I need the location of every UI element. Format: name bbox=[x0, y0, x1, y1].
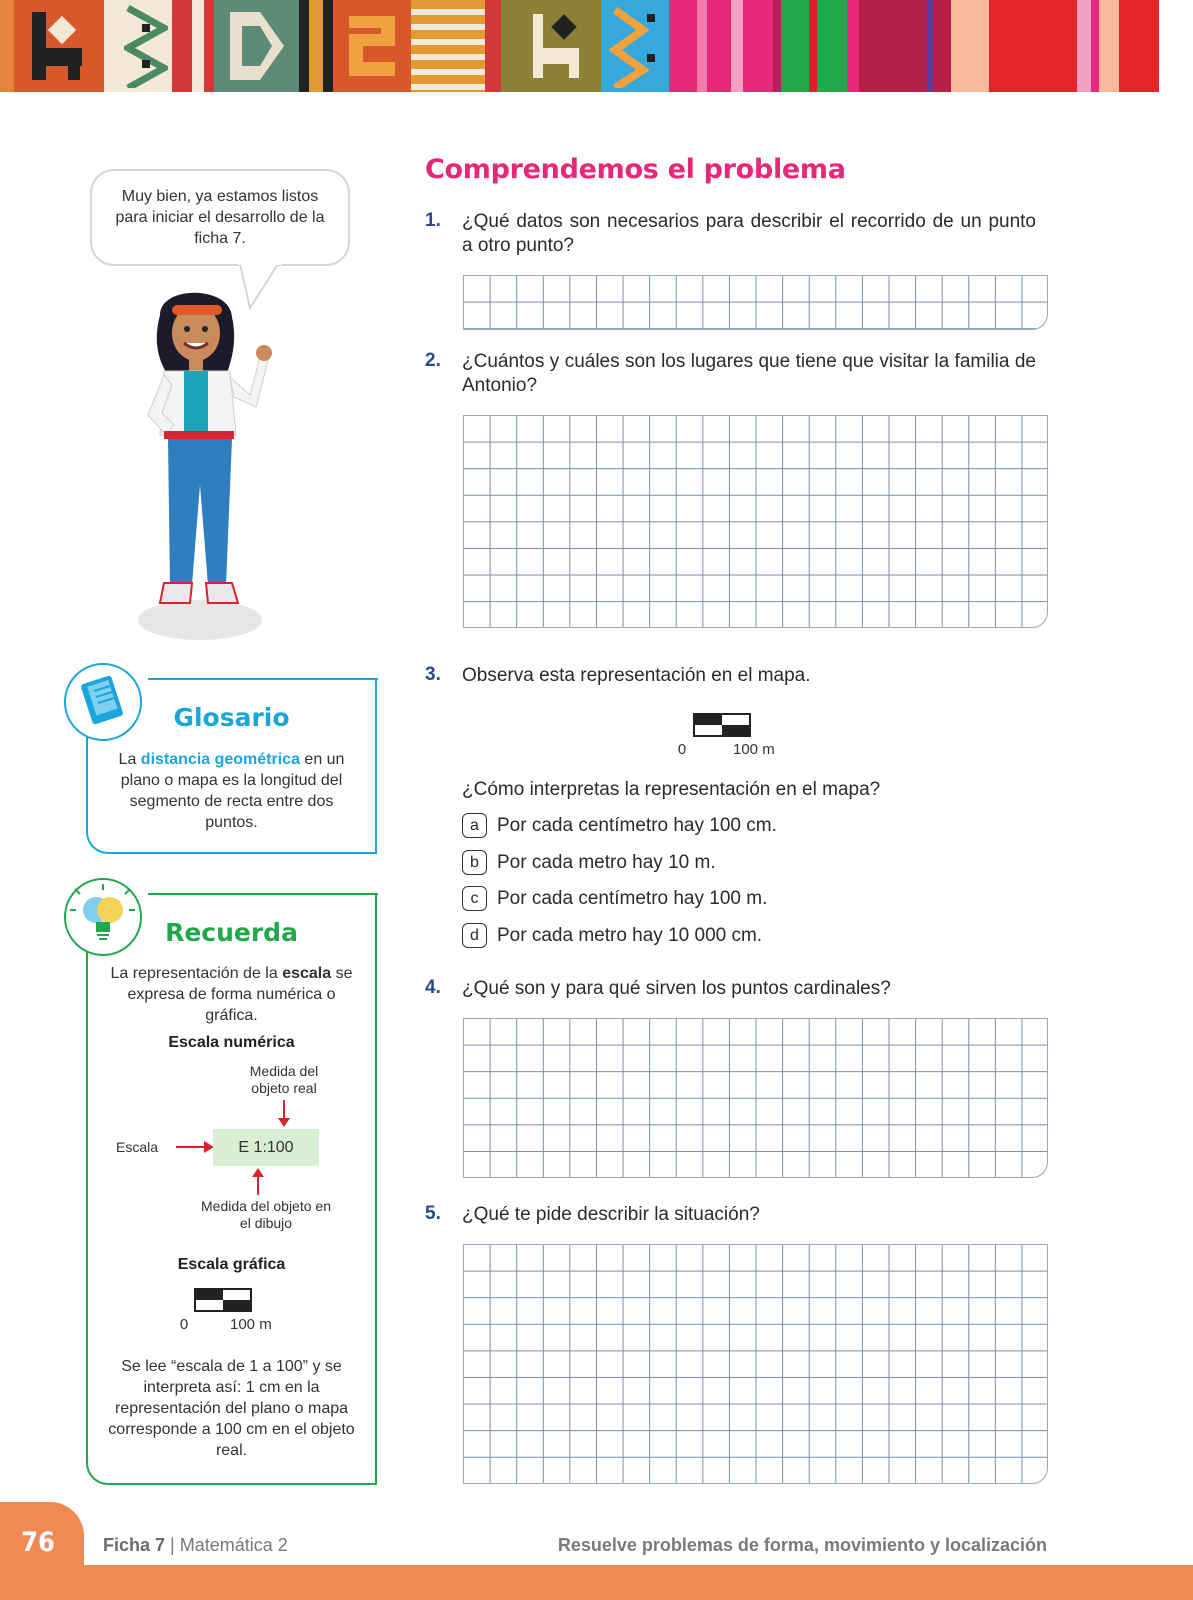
question-number-5: 5. bbox=[425, 1203, 441, 1224]
student-girl-illustration bbox=[120, 285, 280, 645]
section-title: Comprendemos el problema bbox=[425, 154, 846, 185]
map-scale-end: 100 m bbox=[733, 741, 775, 758]
numeric-scale-value: E 1:100 bbox=[213, 1129, 319, 1166]
question-text-4: ¿Qué son y para qué sirven los puntos cardinales? bbox=[462, 978, 891, 999]
speech-bubble-text: Muy bien, ya estamos listos para iniciar el desarrollo de la ficha 7. bbox=[115, 188, 325, 247]
numeric-scale-title: Escala numérica bbox=[168, 1034, 295, 1051]
textile-banner bbox=[0, 0, 1193, 92]
option-text: Por cada metro hay 10 000 cm. bbox=[497, 924, 763, 946]
option-letter: b bbox=[462, 850, 487, 875]
wave-motif-icon bbox=[607, 4, 663, 88]
option-letter: d bbox=[462, 923, 487, 948]
question-number-3: 3. bbox=[425, 664, 441, 685]
option-letter: c bbox=[462, 886, 487, 911]
footer-bar bbox=[0, 1565, 1193, 1600]
glossary-title: Glosario bbox=[173, 703, 290, 732]
llama-motif-icon bbox=[22, 8, 98, 84]
remember-intro: La representación de la escala se expresa de forma numérica o gráfica. bbox=[110, 965, 353, 1024]
question-text-3: Observa esta representación en el mapa. bbox=[462, 665, 811, 686]
question-text-2: ¿Cuántos y cuáles son los lugares que tiene que visitar la familia de Antonio? bbox=[462, 351, 1036, 396]
graphic-scale-title: Escala gráfica bbox=[177, 1256, 286, 1273]
scale-label: Escala bbox=[116, 1139, 159, 1155]
arrow-right-icon bbox=[176, 1140, 216, 1154]
graphic-scale-end: 100 m bbox=[230, 1316, 272, 1333]
footer-topic: Resuelve problemas de forma, movimiento y localización bbox=[557, 1535, 1047, 1555]
footer-ficha: Ficha 7 | Matemática 2 bbox=[103, 1535, 288, 1555]
answer-grid-4[interactable] bbox=[463, 1018, 1048, 1178]
question-number-2: 2. bbox=[425, 350, 441, 371]
graphic-scale-bar bbox=[194, 1288, 254, 1312]
option-text: Por cada metro hay 10 m. bbox=[497, 851, 716, 873]
option-a[interactable] bbox=[462, 813, 777, 838]
question-number-1: 1. bbox=[425, 210, 441, 231]
page-number: 76 bbox=[21, 1527, 55, 1558]
spiral-motif-icon bbox=[343, 10, 403, 82]
geometric-motif-icon bbox=[220, 6, 294, 86]
arrow-up-icon bbox=[251, 1167, 265, 1195]
question-text-5: ¿Qué te pide describir la situación? bbox=[462, 1204, 760, 1225]
glossary-definition: La distancia geométrica en un plano o mapa es la longitud del segmento de recta entre dos puntos. bbox=[118, 751, 345, 831]
question-3-prompt: ¿Cómo interpretas la representación en el mapa? bbox=[462, 779, 881, 800]
scale-explanation: Se lee “escala de 1 a 100” y se interpreta así: 1 cm en la representación del plano o mapa corresponde a 100 cm en el objeto real. bbox=[108, 1358, 355, 1459]
remember-title: Recuerda bbox=[165, 918, 298, 947]
answer-grid-5[interactable] bbox=[463, 1244, 1048, 1484]
map-scale-bar bbox=[693, 713, 753, 737]
option-d[interactable] bbox=[462, 923, 762, 948]
option-b[interactable] bbox=[462, 850, 716, 875]
map-scale-zero: 0 bbox=[677, 741, 687, 758]
option-text: Por cada centímetro hay 100 m. bbox=[497, 887, 768, 909]
option-c[interactable] bbox=[462, 886, 767, 911]
option-text: Por cada centímetro hay 100 cm. bbox=[497, 814, 777, 836]
zigzag-motif-icon bbox=[124, 4, 168, 88]
question-text-1: ¿Qué datos son necesarios para describir el recorrido de un punto a otro punto? bbox=[462, 211, 1036, 256]
real-measure-label: Medida del objeto real bbox=[249, 1063, 319, 1096]
question-number-4: 4. bbox=[425, 977, 441, 998]
answer-grid-2[interactable] bbox=[463, 415, 1048, 628]
arrow-down-icon bbox=[277, 1100, 291, 1128]
answer-grid-1[interactable] bbox=[463, 275, 1048, 330]
glossary-term: distancia geométrica bbox=[140, 751, 300, 768]
speech-bubble bbox=[90, 169, 350, 266]
drawing-measure-label: Medida del objeto en el dibujo bbox=[201, 1198, 331, 1231]
option-letter: a bbox=[462, 813, 487, 838]
llama-motif-icon bbox=[511, 4, 591, 88]
graphic-scale-zero: 0 bbox=[179, 1316, 189, 1333]
